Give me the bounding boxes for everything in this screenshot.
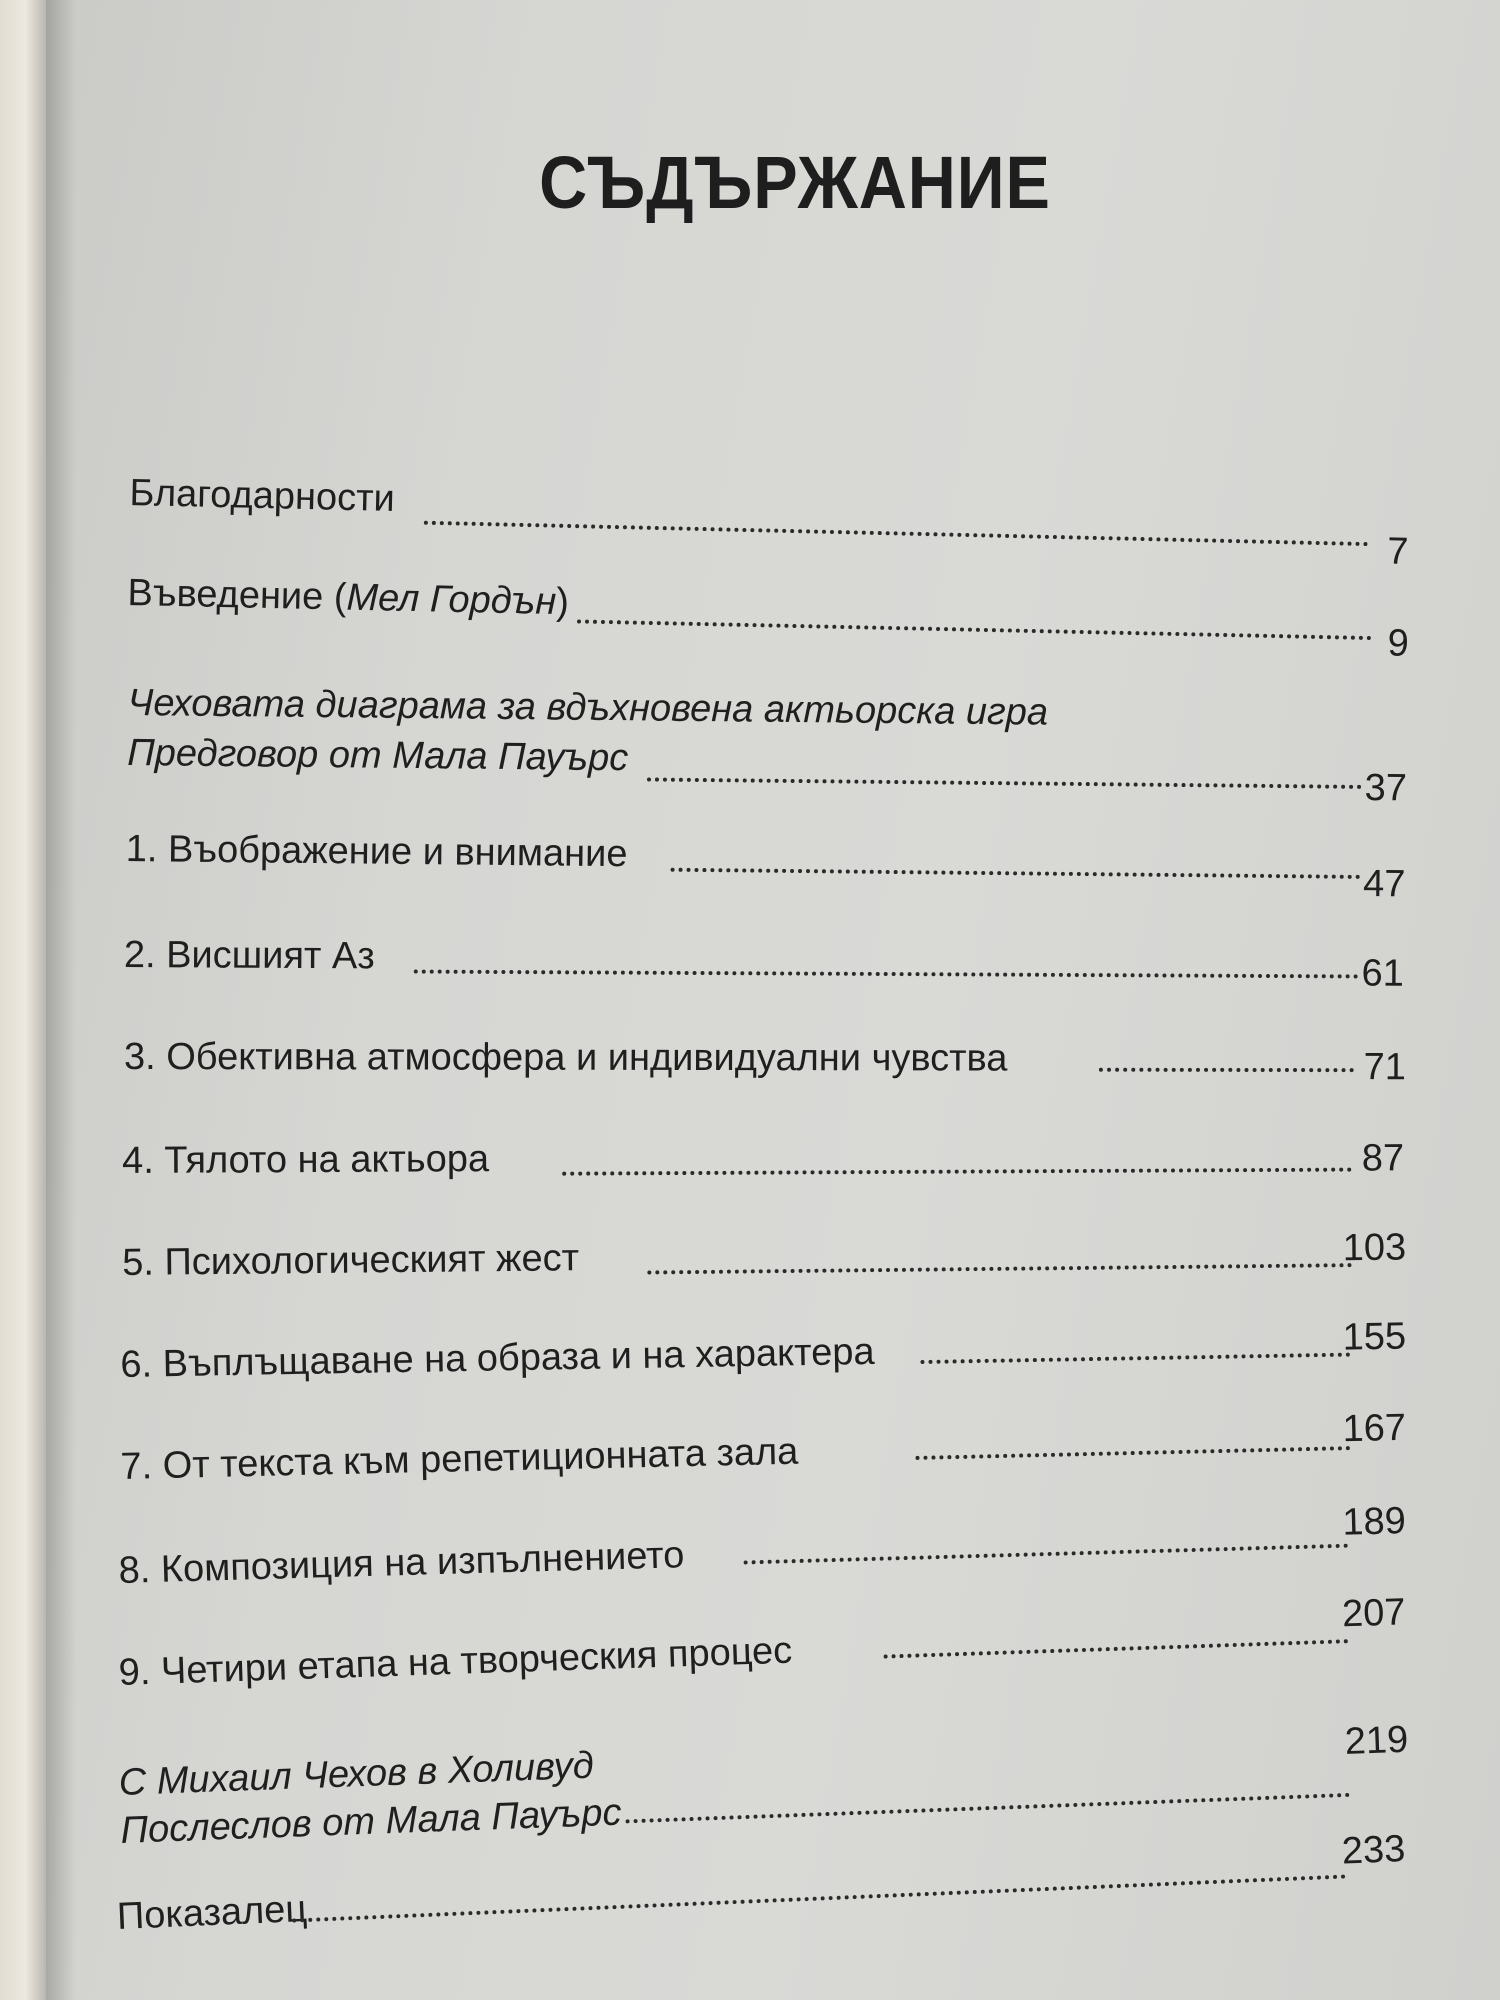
toc-entry-author: Мел Гордън bbox=[346, 576, 557, 623]
toc-entry bbox=[122, 1131, 1404, 1184]
toc-entry-title: Чеховата диаграма за вдъхновена актьорска игра bbox=[127, 681, 1049, 734]
toc-entry-page: 71 bbox=[1363, 1046, 1406, 1089]
toc-entry-title: 3. Обективна атмосфера и индивидуални чувства bbox=[123, 1036, 1008, 1080]
toc-entry bbox=[123, 932, 1404, 995]
toc-entry-title: Въведение ( bbox=[127, 571, 347, 619]
toc-entry-title: 7. От текста към репетиционната зала bbox=[120, 1430, 799, 1488]
toc-entry-subtitle: Послеслов от Мала Пауърс bbox=[119, 1791, 623, 1852]
toc-entry-page: 61 bbox=[1361, 952, 1404, 995]
toc-entry-page: 155 bbox=[1342, 1315, 1407, 1359]
toc-entry-title: С Михаил Чехов в Холивуд bbox=[118, 1744, 595, 1804]
toc-entry-title: Благодарности bbox=[129, 471, 396, 521]
toc-entry-page: 233 bbox=[1341, 1827, 1407, 1873]
toc-entry-title-end: ) bbox=[555, 580, 570, 624]
toc-entry-page: 7 bbox=[1386, 530, 1409, 574]
toc-entry bbox=[118, 1500, 1407, 1594]
toc-entry-title: 1. Въображение и внимание bbox=[125, 827, 628, 876]
toc-entry bbox=[120, 1315, 1407, 1388]
toc-entry-title: 5. Психологическият жест bbox=[122, 1237, 580, 1284]
toc-entry-title: 6. Въплъщаване на образа и на характера bbox=[120, 1330, 875, 1386]
toc-entry-page: 189 bbox=[1341, 1500, 1407, 1544]
toc-entry-page: 9 bbox=[1387, 622, 1410, 665]
toc-entry bbox=[125, 826, 1406, 906]
toc-entry-title: 4. Тялото на актьора bbox=[122, 1138, 490, 1182]
page-gutter-shadow bbox=[46, 0, 76, 2000]
toc-entry-subtitle: Предговор от Мала Пауърс bbox=[127, 731, 629, 780]
toc-entry-title: 2. Висшият Аз bbox=[123, 934, 375, 978]
toc-entry-page: 207 bbox=[1341, 1591, 1407, 1636]
toc-entry-title: 8. Композиция на изпълнението bbox=[118, 1534, 685, 1592]
toc-entry bbox=[118, 1591, 1407, 1696]
toc-entry bbox=[122, 1227, 1406, 1286]
toc-entry-title: Показалец bbox=[116, 1888, 308, 1938]
toc-entry bbox=[118, 1713, 1411, 1854]
toc-entry bbox=[116, 1827, 1407, 1940]
toc-entry bbox=[123, 1034, 1406, 1089]
toc-entry-page: 47 bbox=[1362, 862, 1406, 906]
toc-entry-page: 219 bbox=[1343, 1718, 1409, 1764]
toc-entry-title: 9. Четири етапа на творческия процес bbox=[118, 1629, 793, 1694]
toc-entry-page: 37 bbox=[1364, 766, 1408, 810]
page-binding-edge bbox=[0, 0, 46, 2000]
toc-entry-page: 103 bbox=[1342, 1226, 1407, 1270]
toc-entry bbox=[129, 470, 1410, 574]
toc-entry-page: 167 bbox=[1342, 1406, 1407, 1451]
toc-entry bbox=[120, 1406, 1407, 1490]
toc-entry bbox=[127, 680, 1408, 810]
toc-entry bbox=[127, 570, 1410, 665]
page-title: СЪДЪРЖАНИЕ bbox=[539, 141, 1051, 224]
toc-entry-page: 87 bbox=[1361, 1137, 1405, 1180]
